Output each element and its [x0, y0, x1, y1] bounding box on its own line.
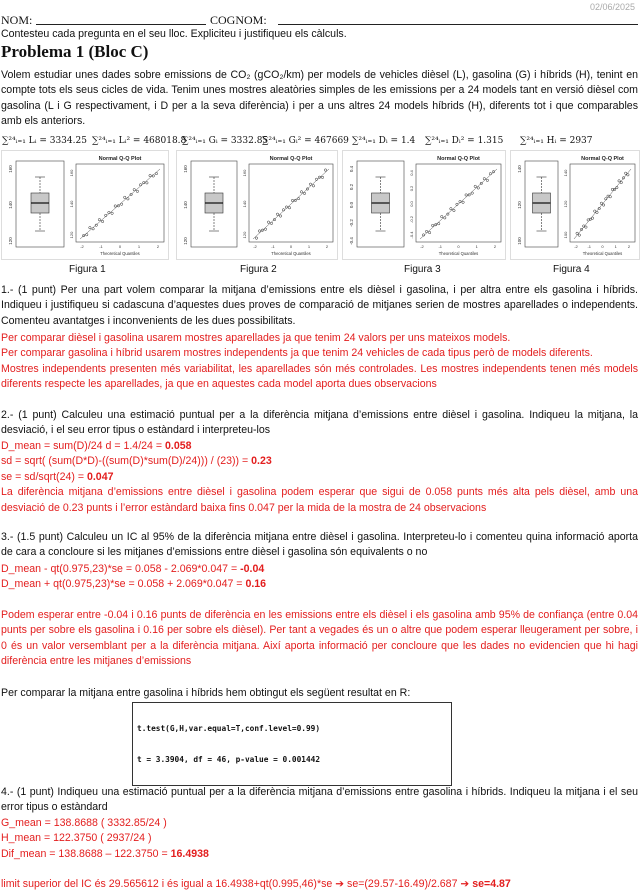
boxplot-tick-label: 120 [183, 237, 188, 245]
qq-x-tick-label: 1 [307, 244, 311, 249]
figure-2-plots [177, 151, 337, 259]
q1-question: 1.- (1 punt) Per una part volem comparar la mitjana d’emissions entre els dièsel i gasolina, i per altra entre els gasolina i híbrids. Indiqueu i justifiqueu si cadascuna d’aquestes dues proves de comparació de mitjanes serien de mostres aparellades o independents. Comenteu avantatges i inconvenients de les dues possibilitats. [1, 284, 638, 327]
qq-x-tick-label: -2 [574, 244, 578, 249]
sum-L2: ∑²⁴ᵢ₌₁ Lᵢ² = 468018.8 [92, 136, 187, 146]
intro-paragraph: Volem estudiar unes dades sobre emissions de CO₂ (gCO₂/km) per models de vehicles dièsel (L), gasolina (G) i híbrids (H), tenint en compte tots els seus cicles de vida. Tenim unes mostres aleatòries simples de les emissions per a 24 models tant en versió dièsel com gasolina (L i G respectivament, i D per a la seva diferència) i per a uns altres 24 models híbrids (H), diferents tot i que comparables amb els anteriors. [1, 69, 638, 128]
q2-sd-formula: sd = sqrt( (sum(D*D)-((sum(D)*sum(D)/24))) / (23)) = [1, 455, 252, 468]
qq-y-tick-label: 140 [242, 200, 247, 208]
r-output-line: t.test(G,H,var.equal=T,conf.level=0.99) [137, 724, 321, 734]
q3-upper-value: 0.16 [245, 578, 267, 591]
q4-dif-line [1, 847, 638, 862]
qq-plot-title: Normal Q-Q Plot [269, 156, 313, 162]
qq-x-axis-label: Theoretical Quantiles [271, 251, 311, 256]
q3-interpretation: Podem esperar entre -0.04 i 0.16 punts de diferència en les emissions entre els dièsel i els gasolina amb 95% de confiança (entre 0.04 punts per sobre els gasolina i 0.16 per sobre els dièsel). Per tant a vegades és un o altre que podem esperar lleugerament per sobre, i 0 és un valor versemblant per a la diferència mitjana. Així aporta informació per concloure que les dades no evidencien que hi hagi diferència entre les mitjanes d’emissions [1, 609, 638, 668]
qq-x-tick-label: 0 [289, 244, 293, 249]
boxplot-tick-label: -0.2 [349, 219, 354, 227]
qq-y-tick-label: 100 [563, 231, 568, 239]
figure-3-plots [343, 151, 505, 259]
q2-interpretation: La diferència mitjana d’emissions entre dièsel i gasolina podem esperar que sigui de 0.058 punts més alta pels dièsel, amb una desviació de 0.23 punts i l’error estàndard baixa fins 0.047 per la mida de la mostra de 24 observacions [1, 486, 638, 514]
summary-sums [0, 136, 641, 150]
q4-answer [1, 816, 638, 862]
qq-x-axis-label: Theoretical Quantiles [438, 251, 479, 256]
qq-x-tick-label: 2 [325, 244, 329, 249]
q3-question: 3.- (1.5 punt) Calculeu un IC al 95% de la diferència mitjana entre dièsel i gasolina. Interpreteu-lo i comenteu quina informació aporta de cara a concloure si les mitjanes d’emissions entre dièsel i gasolina són equivalents o no [1, 531, 638, 559]
qq-x-tick-label: 0 [457, 244, 460, 249]
qq-y-tick-label: 0.2 [409, 185, 414, 192]
qq-x-tick-label: 1 [614, 244, 617, 249]
qq-x-tick-label: 2 [493, 244, 497, 249]
q3-upper-line [1, 577, 638, 592]
q2-question: 2.- (1 punt) Calculeu una estimació puntual per a la diferència mitjana d’emissions entre dièsel i gasolina. Indiqueu la mitjana, la desviació, i el seu error tipus o estàndard i interpreteu-los [1, 409, 638, 437]
nom-field-line[interactable] [36, 24, 206, 25]
cognom-label: COGNOM: [210, 13, 267, 27]
qq-y-tick-label: 140 [69, 200, 74, 208]
qq-plot-frame [416, 164, 501, 242]
qq-x-tick-label: -1 [99, 244, 103, 249]
qq-x-tick-label: 0 [601, 244, 604, 249]
qq-plot-title: Normal Q-Q Plot [98, 156, 142, 162]
qq-x-axis-label: Theoretical Quantiles [582, 251, 623, 256]
qq-x-tick-label: -2 [80, 244, 84, 249]
qq-plot-title: Normal Q-Q Plot [437, 156, 480, 162]
qq-y-tick-label: 120 [242, 231, 247, 239]
sum-H: ∑²⁴ᵢ₌₁ Hᵢ = 2937 [520, 136, 593, 146]
boxplot-tick-label: 140 [8, 201, 13, 209]
qq-y-tick-label: 120 [69, 231, 74, 239]
sum-G2: ∑²⁴ᵢ₌₁ Gᵢ² = 467669 [262, 136, 349, 146]
q1-answer-line: Mostres independents presenten més variabilitat, les aparellades són més controlades. Les mostres independents tenen més models diferents respecte les aparellades, ja que en aquestes cada model aporta dues observacions [1, 362, 638, 391]
figure-2 [176, 150, 338, 260]
q3-lower-formula: D_mean - qt(0.975,23)*se = 0.058 - 2.069*0.047 = [1, 563, 241, 575]
sum-D2: ∑²⁴ᵢ₌₁ Dᵢ² = 1.315 [425, 136, 504, 146]
q4-se-value: se=4.87 [472, 878, 511, 890]
boxplot-tick-label: 140 [517, 165, 522, 173]
cognom-field-line[interactable] [278, 24, 638, 25]
q4-h-mean: H_mean = 122.3750 ( 2937/24 ) [1, 832, 152, 845]
qq-plot-title: Normal Q-Q Plot [581, 156, 624, 162]
q4-question: 4.- (1 punt) Indiqueu una estimació puntual per a la diferència mitjana d’emissions entre gasolina i híbrids. Indiqueu la mitjana i el seu error tipus o estàndard [1, 786, 638, 814]
q3-upper-formula: D_mean + qt(0.975,23)*se = 0.058 + 2.069*0.047 = [1, 578, 246, 591]
q4-se-line [1, 877, 638, 892]
q2-sd-line [1, 454, 638, 469]
figure-2-caption: Figura 2 [240, 264, 277, 275]
qq-x-axis-label: Theoretical Quantiles [100, 251, 140, 256]
q2-answer [1, 439, 638, 516]
qq-x-tick-label: 1 [137, 244, 141, 249]
qq-x-tick-label: 2 [627, 244, 631, 249]
qq-x-tick-label: 2 [156, 244, 160, 249]
q2-se-value: 0.047 [86, 470, 114, 483]
boxplot-tick-label: 120 [8, 237, 13, 245]
figure-4-plots [511, 151, 639, 259]
q4-g-mean: G_mean = 138.8688 ( 3332.85/24 ) [1, 817, 167, 829]
instructions: Contesteu cada pregunta en el seu lloc. Expliciteu i justifiqueu els càlculs. [1, 28, 347, 40]
qq-y-tick-label: 160 [69, 169, 74, 177]
boxplot-tick-label: 160 [8, 165, 13, 173]
boxplot-tick-label: 160 [183, 165, 188, 173]
boxplot-tick-label: 120 [517, 201, 522, 209]
q3-lower-value: -0.04 [240, 563, 265, 575]
qq-y-tick-label: 0.4 [409, 170, 414, 176]
qq-plot-frame [76, 164, 164, 242]
q1-answer-line: Per comparar gasolina i híbrid usarem mostres independents ja que tenim 24 vehicles de cada tipus però de models diferents. [1, 347, 593, 360]
qq-y-tick-label: 0.0 [409, 201, 414, 207]
figure-1 [1, 150, 169, 260]
exam-date: 02/06/2025 [589, 2, 635, 12]
r-intro: Per comparar la mitjana entre gasolina i híbrids hem obtingut els següent resultat en R: [1, 687, 411, 699]
figure-3-caption: Figura 3 [404, 264, 441, 275]
nom-label: NOM: [1, 13, 33, 27]
q4-dif-value: 16.4938 [170, 847, 209, 860]
figure-4 [510, 150, 640, 260]
sum-G: ∑²⁴ᵢ₌₁ Gᵢ = 3332.85 [182, 136, 269, 146]
boxplot-tick-label: -0.4 [349, 237, 354, 245]
boxplot-tick-label: 140 [183, 201, 188, 209]
qq-x-tick-label: -1 [271, 244, 275, 249]
figure-4-caption: Figura 4 [553, 264, 590, 275]
qq-x-tick-label: -2 [420, 244, 424, 249]
qq-x-tick-label: -1 [587, 244, 592, 249]
boxplot-tick-label: 100 [517, 237, 522, 245]
boxplot-tick-label: 0.2 [349, 183, 354, 191]
q3-answer [1, 562, 638, 593]
figure-1-plots [2, 151, 168, 259]
qq-y-tick-label: 160 [242, 169, 247, 177]
figure-3 [342, 150, 506, 260]
qq-x-tick-label: -2 [253, 244, 257, 249]
figure-1-caption: Figura 1 [69, 264, 106, 275]
qq-y-tick-label: 140 [563, 169, 568, 177]
q2-mean-formula: D_mean = sum(D)/24 d = 1.4/24 = [1, 440, 165, 452]
q4-se-formula: limit superior del IC és 29.565612 i és igual a 16.4938+qt(0.995,46)*se ➔ se=(29.57-16.49)/2.687 ➔ [1, 878, 473, 890]
q2-se-line [1, 470, 638, 485]
q4-dif-formula: Dif_mean = 138.8688 – 122.3750 = [1, 847, 171, 860]
q2-mean-line [1, 439, 638, 454]
boxplot-tick-label: 0.4 [349, 165, 354, 173]
qq-y-tick-label: -0.4 [409, 231, 414, 239]
r-output-box [132, 702, 452, 786]
problem-title: Problema 1 (Bloc C) [1, 42, 149, 61]
boxplot-tick-label: 0.0 [349, 201, 354, 209]
q1-answer-line: Per comparar dièsel i gasolina usarem mostres aparellades ja que tenim 24 valors per uns mateixos models. [1, 332, 511, 344]
qq-x-tick-label: 1 [475, 244, 478, 249]
sum-L: ∑²⁴ᵢ₌₁ Lᵢ = 3334.25 [2, 136, 87, 146]
q2-sd-value: 0.23 [251, 455, 272, 468]
qq-y-tick-label: -0.2 [409, 216, 414, 223]
sum-D: ∑²⁴ᵢ₌₁ Dᵢ = 1.4 [352, 136, 416, 146]
qq-plot-frame [249, 164, 333, 242]
q3-lower-line [1, 562, 638, 577]
r-output-line: t = 3.3904, df = 46, p-value = 0.001442 [137, 755, 321, 765]
qq-x-tick-label: 0 [118, 244, 122, 249]
q2-se-formula: se = sd/sqrt(24) = [1, 470, 87, 483]
q1-answer [1, 331, 638, 393]
q2-mean-value: 0.058 [165, 440, 192, 452]
qq-x-tick-label: -1 [438, 244, 443, 249]
student-header [0, 13, 641, 27]
qq-y-tick-label: 120 [563, 200, 568, 208]
